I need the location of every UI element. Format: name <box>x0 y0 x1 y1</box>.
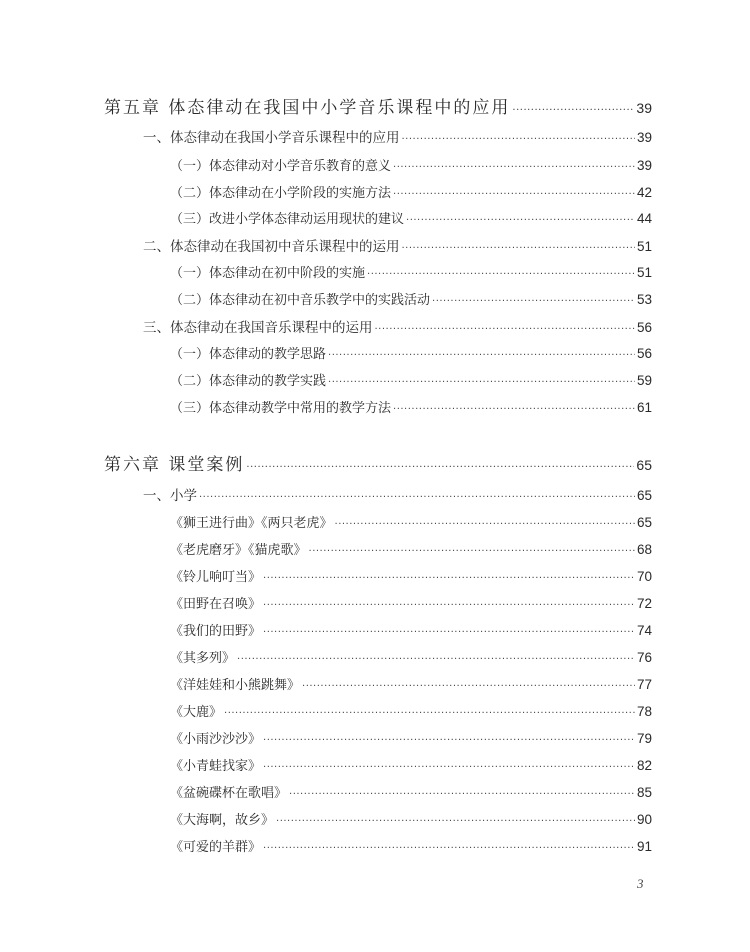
toc-entry-page: 91 <box>636 839 652 854</box>
toc-entry-page: 65 <box>636 457 652 473</box>
leader-dots <box>199 492 635 503</box>
toc-entry-subsection[interactable] <box>170 370 652 389</box>
toc-entry-page: 65 <box>636 488 652 503</box>
toc-entry-section[interactable] <box>143 235 652 255</box>
toc-entry-page: 53 <box>636 292 652 307</box>
toc-entry-title: 第六章 课堂案例 <box>104 455 245 475</box>
toc-entry-page: 70 <box>636 569 652 584</box>
toc-entry-title: （一）体态律动在初中阶段的实施 <box>170 266 366 281</box>
toc-entry-subsection[interactable] <box>170 289 652 308</box>
toc-entry-page: 85 <box>636 785 652 800</box>
leader-dots <box>263 735 635 746</box>
toc-entry-page: 61 <box>636 400 652 415</box>
toc-entry-subsection[interactable] <box>170 755 652 774</box>
leader-dots <box>402 243 635 254</box>
toc-entry-title: （二）体态律动在初中音乐教学中的实践活动 <box>170 293 431 308</box>
toc-entry-title: （一）体态律动对小学音乐教育的意义 <box>170 159 392 174</box>
toc-entry-page: 65 <box>636 515 652 530</box>
leader-dots <box>432 296 635 307</box>
toc-entry-subsection[interactable] <box>170 809 652 828</box>
toc-entry-title: 三、体态律动在我国音乐课程中的运用 <box>143 320 373 336</box>
leader-dots <box>393 404 635 415</box>
toc-entry-page: 39 <box>636 158 652 173</box>
toc-entry-page: 72 <box>636 596 652 611</box>
toc-entry-title: 《洋娃娃和小熊跳舞》 <box>170 678 301 693</box>
toc-entry-page: 76 <box>636 650 652 665</box>
leader-dots <box>276 816 635 827</box>
toc-entry-subsection[interactable] <box>170 836 652 855</box>
toc-entry-title: 《大海啊，故乡》 <box>170 813 275 828</box>
toc-entry-subsection[interactable] <box>170 397 652 416</box>
toc-entry-title: 《其多列》 <box>170 651 236 666</box>
toc-entry-subsection[interactable] <box>170 701 652 720</box>
toc-entry-page: 90 <box>636 812 652 827</box>
leader-dots <box>263 600 635 611</box>
toc-entry-page: 78 <box>636 704 652 719</box>
toc-entry-page: 39 <box>636 130 652 145</box>
toc-entry-title: 《老虎磨牙》《猫虎歌》 <box>170 543 307 558</box>
toc-entry-page: 39 <box>636 100 652 116</box>
toc-entry-title: 二、体态律动在我国初中音乐课程中的运用 <box>143 239 400 255</box>
toc-entry-subsection[interactable] <box>170 566 652 585</box>
toc-entry-title: 《小雨沙沙沙》 <box>170 732 262 747</box>
toc-entry-chapter-5[interactable] <box>104 93 652 118</box>
toc-entry-page: 51 <box>636 239 652 254</box>
toc-entry-subsection[interactable] <box>170 728 652 747</box>
toc-entry-page: 77 <box>636 677 652 692</box>
toc-entry-subsection[interactable] <box>170 182 652 201</box>
toc-entry-chapter-6[interactable] <box>104 450 652 475</box>
page-number: 3 <box>637 876 644 891</box>
leader-dots <box>375 324 635 335</box>
toc-entry-subsection[interactable] <box>170 208 652 227</box>
toc-entry-page: 74 <box>636 623 652 638</box>
toc-entry-page: 42 <box>636 185 652 200</box>
toc-entry-page: 56 <box>636 346 652 361</box>
toc-entry-page: 82 <box>636 758 652 773</box>
toc-entry-page: 79 <box>636 731 652 746</box>
leader-dots <box>393 189 635 200</box>
toc-entry-title: （二）体态律动在小学阶段的实施方法 <box>170 186 392 201</box>
toc-entry-page: 56 <box>636 320 652 335</box>
toc-entry-subsection[interactable] <box>170 782 652 801</box>
leader-dots <box>335 519 635 530</box>
leader-dots <box>402 134 635 145</box>
leader-dots <box>512 105 634 116</box>
leader-dots <box>328 377 635 388</box>
toc-entry-title: 一、小学 <box>143 488 197 504</box>
leader-dots <box>263 573 635 584</box>
toc-entry-subsection[interactable] <box>170 343 652 362</box>
toc-entry-subsection[interactable] <box>170 512 652 531</box>
toc-entry-title: 一、体态律动在我国小学音乐课程中的应用 <box>143 130 400 146</box>
leader-dots <box>224 708 635 719</box>
toc-entry-subsection[interactable] <box>170 539 652 558</box>
toc-entry-subsection[interactable] <box>170 647 652 666</box>
toc-entry-title: 《小青蛙找家》 <box>170 759 262 774</box>
toc-entry-subsection[interactable] <box>170 620 652 639</box>
leader-dots <box>367 269 635 280</box>
toc-entry-title: （一）体态律动的教学思路 <box>170 347 327 362</box>
leader-dots <box>246 462 634 473</box>
toc-entry-title: 《我们的田野》 <box>170 624 262 639</box>
toc-entry-title: （二）体态律动的教学实践 <box>170 374 327 389</box>
leader-dots <box>302 681 635 692</box>
toc-entry-section[interactable] <box>143 484 652 504</box>
toc-entry-title: （三）体态律动教学中常用的教学方法 <box>170 401 392 416</box>
leader-dots <box>263 627 635 638</box>
toc-entry-page: 51 <box>636 265 652 280</box>
leader-dots <box>406 215 635 226</box>
leader-dots <box>263 762 635 773</box>
toc-entry-page: 44 <box>636 211 652 226</box>
toc-entry-section[interactable] <box>143 316 652 336</box>
toc-entry-title: 《狮王进行曲》《两只老虎》 <box>170 516 333 531</box>
leader-dots <box>237 654 635 665</box>
toc-entry-title: 《可爱的羊群》 <box>170 840 262 855</box>
toc-entry-title: 第五章 体态律动在我国中小学音乐课程中的应用 <box>104 98 511 118</box>
toc-entry-subsection[interactable] <box>170 155 652 174</box>
leader-dots <box>263 843 635 854</box>
toc-entry-subsection[interactable] <box>170 593 652 612</box>
toc-entry-title: （三）改进小学体态律动运用现状的建议 <box>170 212 405 227</box>
leader-dots <box>393 162 635 173</box>
leader-dots <box>328 350 635 361</box>
toc-entry-subsection[interactable] <box>170 262 652 281</box>
toc-entry-title: 《盆碗碟杯在歌唱》 <box>170 786 288 801</box>
toc-entry-subsection[interactable] <box>170 674 652 693</box>
leader-dots <box>309 546 635 557</box>
toc-entry-section[interactable] <box>143 126 652 146</box>
toc-entry-title: 《大鹿》 <box>170 705 223 720</box>
toc-entry-page: 68 <box>636 542 652 557</box>
toc-entry-title: 《铃儿响叮当》 <box>170 570 262 585</box>
toc-entry-title: 《田野在召唤》 <box>170 597 262 612</box>
leader-dots <box>289 789 635 800</box>
toc-entry-page: 59 <box>636 373 652 388</box>
